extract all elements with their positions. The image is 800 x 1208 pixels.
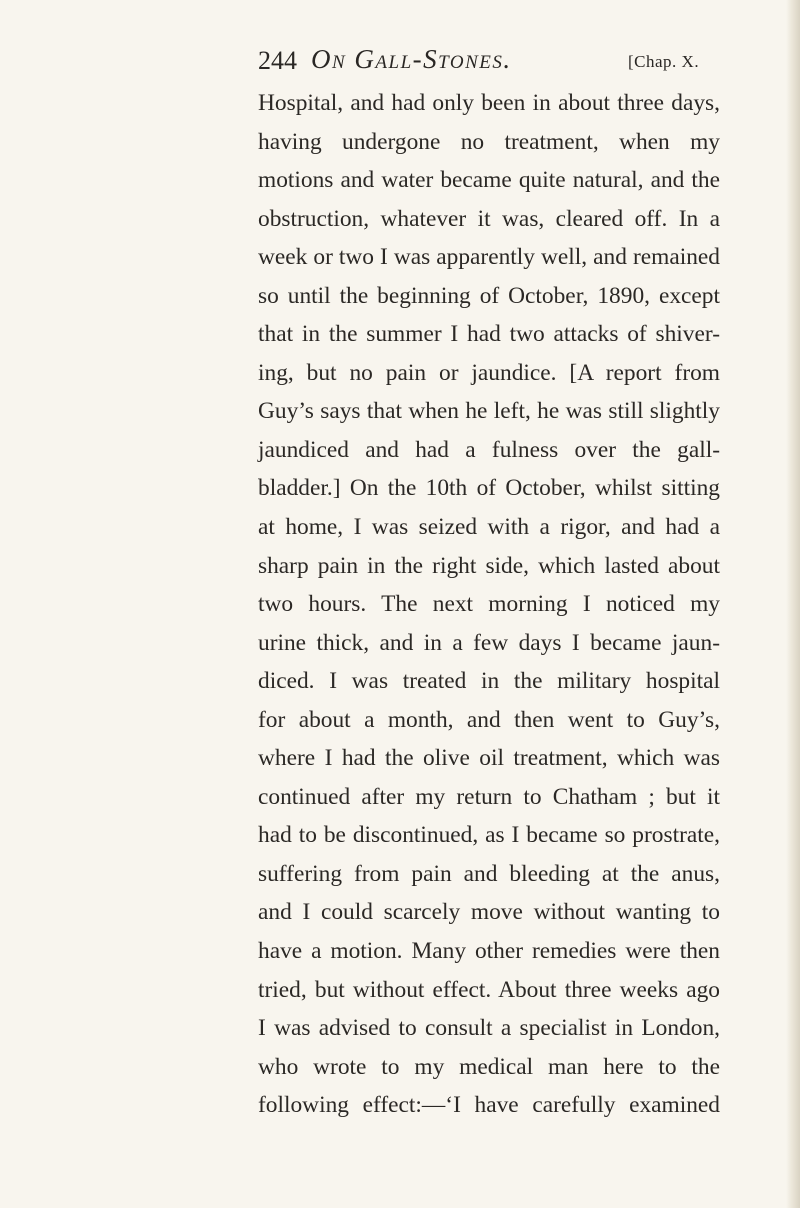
text-line: where I had the olive oil treatment, which was: [258, 745, 720, 772]
text-line: so until the beginning of October, 1890, except: [258, 282, 720, 309]
text-line: Hospital, and had only been in about three days,: [258, 90, 720, 116]
text-line: for about a month, and then went to Guy’s,: [258, 706, 720, 733]
text-line: have a motion. Many other remedies were then: [258, 938, 720, 965]
text-line: urine thick, and in a few days I became jaun-: [258, 629, 720, 656]
text-line: diced. I was treated in the military hospital: [258, 668, 720, 695]
text-line: jaundiced and had a fulness over the gall-: [258, 436, 720, 463]
text-line: that in the summer I had two attacks of shiver-: [258, 321, 720, 348]
text-line: I was advised to consult a specialist in London,: [258, 1015, 720, 1042]
text-line: motions and water became quite natural, and the: [258, 167, 720, 194]
chapter-marker: [Chap. X.: [628, 52, 700, 71]
text-line: week or two I was apparently well, and remained: [258, 244, 720, 271]
text-line: continued after my return to Chatham ; but it: [258, 783, 720, 810]
text-line: had to be discontinued, as I became so prostrate,: [258, 822, 720, 849]
running-title: On Gall-Stones.: [311, 44, 512, 74]
text-line: who wrote to my medical man here to the: [258, 1053, 720, 1080]
text-line: sharp pain in the right side, which lasted about: [258, 552, 720, 579]
text-line: having undergone no treatment, when my: [258, 128, 720, 155]
running-head: [258, 44, 720, 84]
text-line: tried, but without effect. About three weeks ago: [258, 976, 720, 1003]
text-line: Guy’s says that when he left, he was still slightly: [258, 398, 720, 425]
page-number: 244: [258, 46, 297, 75]
text-line: at home, I was seized with a rigor, and had a: [258, 514, 720, 541]
text-line: two hours. The next morning I noticed my: [258, 591, 720, 618]
text-line: suffering from pain and bleeding at the anus,: [258, 860, 720, 887]
text-line: obstruction, whatever it was, cleared off. In a: [258, 205, 720, 232]
text-line: ing, but no pain or jaundice. [A report from: [258, 359, 720, 386]
body-text: [258, 84, 720, 1125]
text-line: following effect:—‘I have carefully examined: [258, 1092, 720, 1119]
page-edge-shadow: [786, 0, 800, 1208]
text-line: bladder.] On the 10th of October, whilst sitting: [258, 475, 720, 502]
text-line: and I could scarcely move without wanting to: [258, 899, 720, 926]
